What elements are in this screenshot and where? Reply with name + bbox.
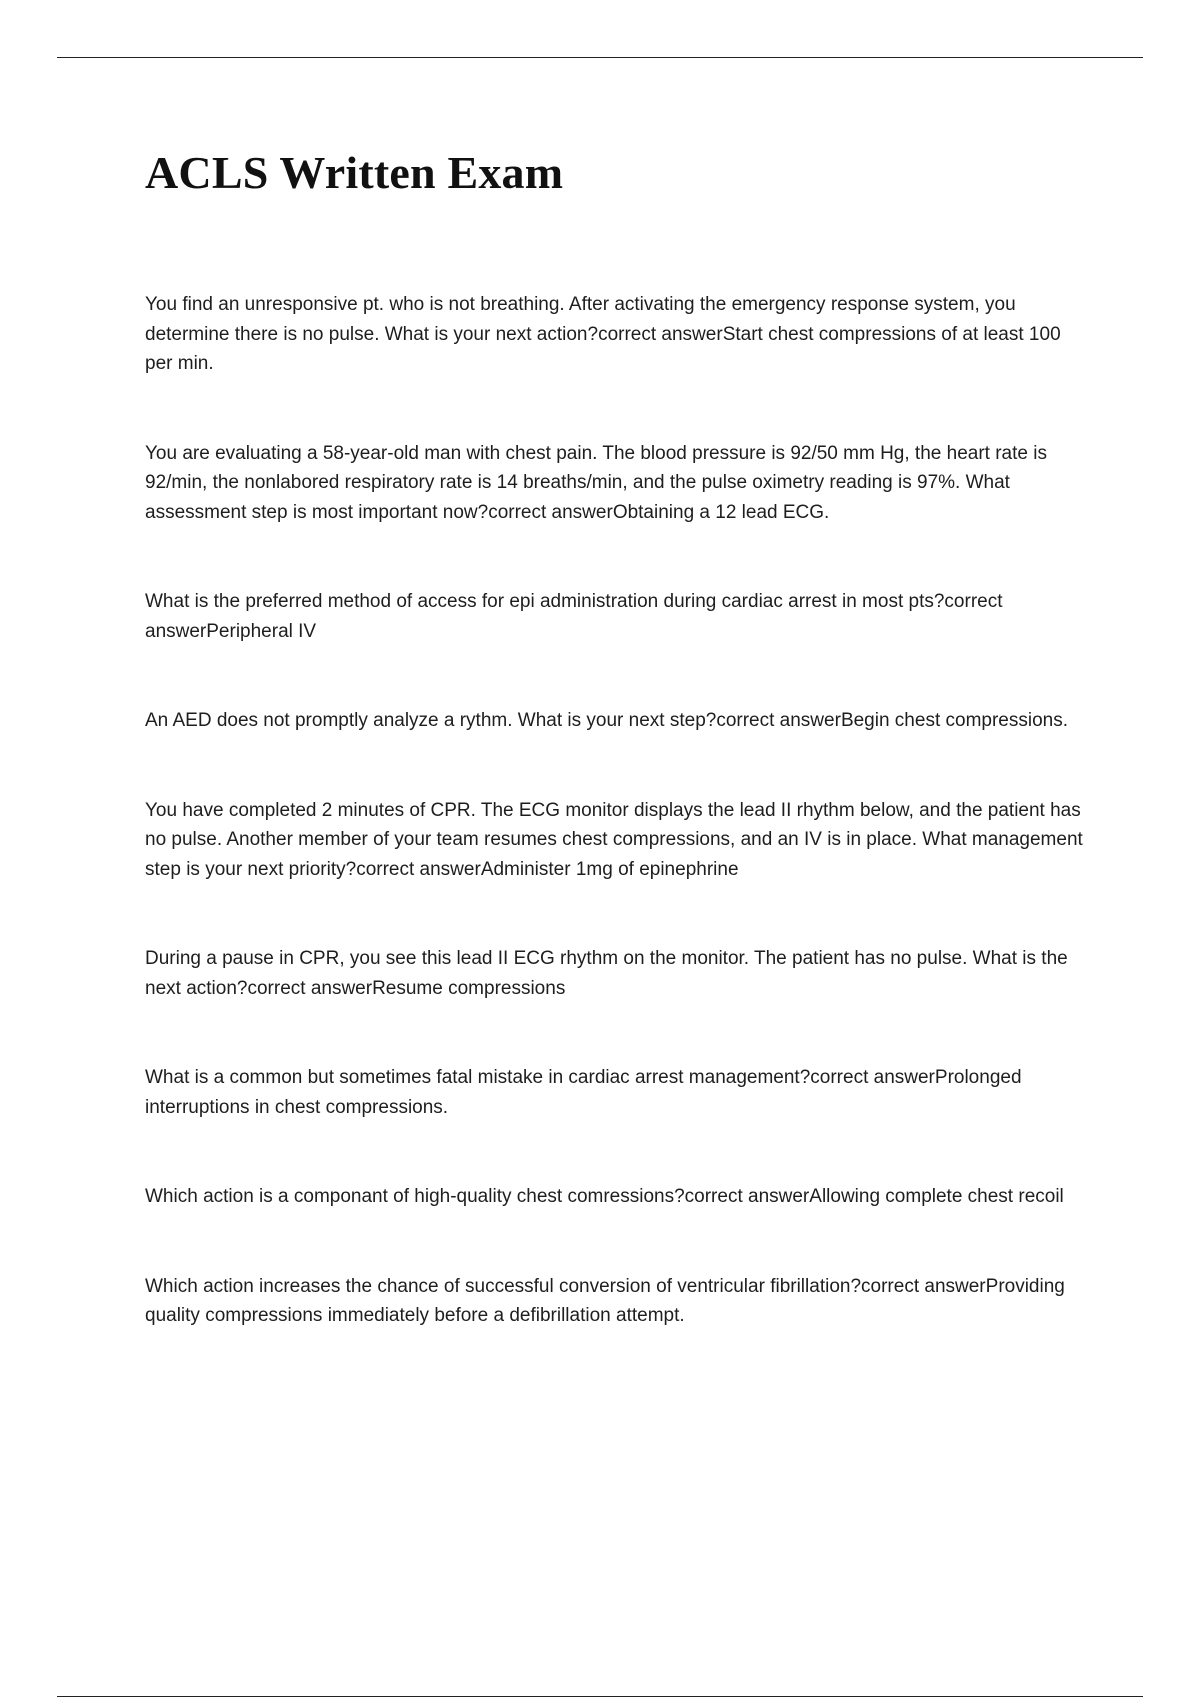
top-rule bbox=[57, 57, 1143, 58]
question-text: You have completed 2 minutes of CPR. The ECG monitor displays the lead II rhythm below, and the patient has no pulse. Another member of your team resumes chest compressions, and an IV is in place. What management step is your next priority? bbox=[145, 799, 1083, 880]
answer-prefix: correct answer bbox=[145, 591, 1003, 642]
bottom-rule bbox=[57, 1696, 1143, 1697]
answer-prefix: correct answer bbox=[488, 501, 613, 523]
qa-item bbox=[145, 1272, 1090, 1331]
page-title: ACLS Written Exam bbox=[145, 147, 564, 198]
answer-prefix: correct answer bbox=[810, 1067, 935, 1088]
qa-item bbox=[145, 944, 1090, 1003]
answer-text: Prolonged interruptions in chest compressions. bbox=[145, 1067, 1022, 1118]
answer-prefix: correct answer bbox=[861, 1275, 986, 1297]
answer-text: Providing quality compressions immediately before a defibrillation attempt. bbox=[145, 1275, 1065, 1326]
answer-text: Start chest compressions of at least 100 per min. bbox=[145, 323, 1061, 374]
qa-item bbox=[145, 706, 1090, 736]
question-text: What is the preferred method of access for epi administration during cardiac arrest in most pts? bbox=[145, 591, 945, 612]
answer-text: Begin chest compressions. bbox=[840, 710, 1068, 731]
question-text: Which action is a componant of high-quality chest comressions? bbox=[145, 1186, 685, 1207]
answer-text: Resume compressions bbox=[372, 977, 566, 999]
qa-item bbox=[145, 290, 1090, 379]
answer-text: Allowing complete chest recoil bbox=[809, 1186, 1064, 1207]
question-text: During a pause in CPR, you see this lead II ECG rhythm on the monitor. The patient has no pulse. What is the next action? bbox=[145, 948, 1068, 999]
qa-item bbox=[145, 439, 1090, 528]
question-text: You are evaluating a 58-year-old man with chest pain. The blood pressure is 92/50 mm Hg, the heart rate is 92/min, the nonlabored respiratory rate is 14 breaths/min, and the pulse oximetry reading is 97%. What assessment step is most important now? bbox=[145, 442, 1047, 523]
question-text: You find an unresponsive pt. who is not breathing. After activating the emergency response system, you determine there is no pulse. What is your next action? bbox=[145, 294, 1016, 345]
question-text: Which action increases the chance of successful conversion of ventricular fibrillation? bbox=[145, 1275, 862, 1297]
answer-prefix: correct answer bbox=[716, 710, 841, 731]
question-text: What is a common but sometimes fatal mistake in cardiac arrest management? bbox=[145, 1067, 811, 1088]
question-text: An AED does not promptly analyze a rythm. What is your next step? bbox=[145, 710, 717, 731]
qa-list bbox=[145, 290, 1090, 1391]
qa-item bbox=[145, 796, 1090, 885]
answer-text: Administer 1mg of epinephrine bbox=[480, 858, 739, 880]
answer-prefix: correct answer bbox=[684, 1186, 810, 1207]
answer-prefix: correct answer bbox=[247, 977, 373, 999]
qa-item bbox=[145, 1063, 1090, 1122]
qa-item bbox=[145, 1182, 1090, 1212]
qa-item bbox=[145, 587, 1090, 646]
answer-text: Obtaining a 12 lead ECG. bbox=[612, 501, 830, 523]
answer-prefix: correct answer bbox=[598, 323, 723, 345]
answer-prefix: correct answer bbox=[356, 858, 481, 880]
answer-text: Peripheral IV bbox=[206, 620, 317, 642]
